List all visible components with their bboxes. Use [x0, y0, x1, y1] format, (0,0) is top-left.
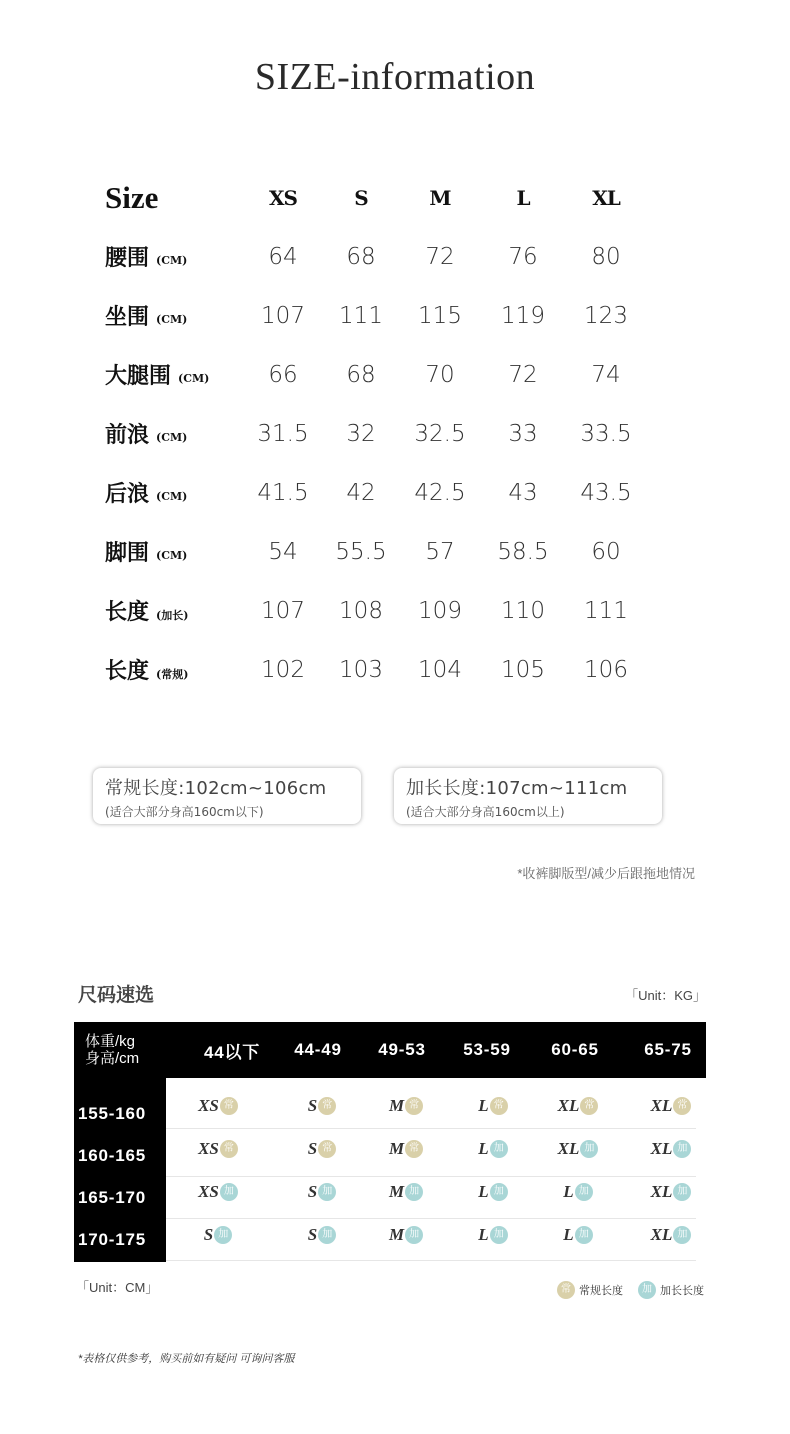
measure-value: 106 — [584, 656, 628, 683]
measure-value: 57 — [425, 538, 455, 565]
weight-range: 44以下 — [203, 1042, 261, 1062]
measure-value: 32 — [346, 420, 376, 447]
measure-value: 55.5 — [335, 538, 387, 565]
long-length-badge-icon: 加 — [318, 1226, 336, 1244]
measure-name: 脚围 — [105, 540, 150, 566]
size-recommendation-cell — [453, 1139, 533, 1159]
long-length-badge-icon: 加 — [490, 1140, 508, 1158]
measure-value: 33.5 — [580, 420, 632, 447]
measure-label — [105, 286, 187, 345]
recommended-size: XL — [650, 1182, 673, 1201]
measure-value: 72 — [508, 361, 538, 388]
long-length-badge-icon: 加 — [580, 1140, 598, 1158]
measure-value: 123 — [584, 302, 628, 329]
long-length-range: 加长长度:107cm~111cm — [406, 778, 628, 799]
size-recommendation-cell — [282, 1096, 362, 1116]
measure-value: 42 — [346, 479, 376, 506]
measure-unit: (加长) — [156, 608, 189, 622]
recommended-size: XS — [198, 1139, 219, 1158]
measure-value: 64 — [268, 243, 298, 270]
size-header-row — [105, 168, 665, 227]
size-recommendation-cell — [282, 1182, 362, 1202]
size-row — [105, 640, 665, 699]
weight-range: 60-65 — [551, 1040, 599, 1059]
long-length-badge-icon: 加 — [490, 1183, 508, 1201]
size-recommendation-cell — [538, 1096, 618, 1116]
measure-value: 108 — [339, 597, 383, 624]
measure-name: 长度 — [105, 658, 150, 684]
measure-label — [105, 227, 187, 286]
size-header-xs: XS — [269, 185, 297, 210]
recommended-size: XL — [650, 1139, 673, 1158]
grid-divider — [166, 1260, 696, 1261]
long-length-badge-icon: 加 — [673, 1226, 691, 1244]
recommended-size: S — [307, 1139, 318, 1158]
size-row — [105, 522, 665, 581]
measure-value: 72 — [425, 243, 455, 270]
recommended-size: M — [388, 1096, 405, 1115]
recommended-size: S — [307, 1182, 318, 1201]
recommended-size: XS — [198, 1182, 219, 1201]
size-row — [105, 581, 665, 640]
recommended-size: M — [388, 1225, 405, 1244]
regular-length-badge-icon: 常 — [580, 1097, 598, 1115]
size-row — [105, 404, 665, 463]
size-recommendation-cell — [453, 1225, 533, 1245]
size-recommendation-cell — [366, 1225, 446, 1245]
weight-range: 44-49 — [294, 1040, 342, 1059]
recommended-size: L — [478, 1182, 489, 1201]
legend-long — [637, 1281, 704, 1299]
recommended-size: L — [563, 1225, 574, 1244]
grid-divider — [166, 1218, 696, 1219]
size-header-m: M — [429, 185, 451, 210]
long-length-badge-icon: 加 — [405, 1226, 423, 1244]
measure-label — [105, 581, 188, 640]
measure-value: 107 — [261, 597, 305, 624]
height-column — [74, 1078, 166, 1262]
measure-value: 74 — [591, 361, 621, 388]
measure-name: 大腿围 — [105, 363, 172, 389]
measure-label — [105, 345, 209, 404]
measure-value: 42.5 — [414, 479, 466, 506]
long-length-badge-icon: 加 — [214, 1226, 232, 1244]
height-range: 155-160 — [78, 1104, 146, 1123]
weight-range: 49-53 — [378, 1040, 426, 1059]
measure-value: 103 — [339, 656, 383, 683]
size-row — [105, 286, 665, 345]
measure-label — [105, 522, 187, 581]
recommended-size: XL — [650, 1225, 673, 1244]
size-recommendation-cell — [282, 1139, 362, 1159]
measure-label — [105, 463, 187, 522]
measure-unit: (CM) — [156, 431, 188, 444]
weight-header-row — [74, 1022, 706, 1078]
measure-name: 腰围 — [105, 245, 150, 271]
long-length-badge-icon: 加 — [673, 1183, 691, 1201]
long-length-badge-icon: 加 — [490, 1226, 508, 1244]
grid-corner-label — [85, 1033, 139, 1067]
size-recommendation-cell — [178, 1139, 258, 1159]
recommended-size: XL — [650, 1096, 673, 1115]
measure-value: 110 — [501, 597, 545, 624]
regular-length-badge-icon: 常 — [318, 1140, 336, 1158]
size-recommendation-cell — [282, 1225, 362, 1245]
size-row — [105, 227, 665, 286]
measure-value: 68 — [346, 361, 376, 388]
measure-unit: (CM) — [156, 490, 188, 503]
regular-length-badge-icon: 常 — [220, 1140, 238, 1158]
hem-note: *收裤脚版型/减少后跟拖地情况 — [517, 866, 695, 881]
long-length-note — [394, 768, 662, 824]
measure-name: 后浪 — [105, 481, 150, 507]
size-row — [105, 345, 665, 404]
size-header-label: Size — [105, 179, 159, 215]
legend-regular — [556, 1281, 623, 1299]
measure-value: 43.5 — [580, 479, 632, 506]
regular-length-note — [93, 768, 361, 824]
grid-divider — [166, 1128, 696, 1129]
recommended-size: S — [307, 1096, 318, 1115]
quick-select-title: 尺码速选 — [78, 985, 155, 1006]
size-recommendation-cell — [178, 1096, 258, 1116]
size-recommendation-cell — [366, 1182, 446, 1202]
measure-unit: (CM) — [156, 313, 188, 326]
weight-range: 53-59 — [463, 1040, 511, 1059]
measure-value: 109 — [418, 597, 462, 624]
grid-divider — [166, 1176, 696, 1177]
size-recommendation-cell — [631, 1139, 711, 1159]
recommended-size: XS — [198, 1096, 219, 1115]
measure-value: 104 — [418, 656, 462, 683]
measure-value: 102 — [261, 656, 305, 683]
size-recommendation-cell — [453, 1182, 533, 1202]
measure-value: 32.5 — [414, 420, 466, 447]
legend-regular-label: 常规长度 — [579, 1285, 623, 1297]
recommended-size: L — [478, 1096, 489, 1115]
measure-value: 68 — [346, 243, 376, 270]
weight-unit-label: 「Unit：KG」 — [625, 988, 706, 1003]
size-recommendation-cell — [178, 1225, 258, 1245]
corner-height-label: 身高/cm — [85, 1050, 140, 1067]
weight-range: 65-75 — [644, 1040, 692, 1059]
measure-value: 80 — [591, 243, 621, 270]
regular-length-fit: (适合大部分身高160cm以下) — [105, 805, 264, 819]
size-recommendation-cell — [453, 1096, 533, 1116]
size-header-xl: XL — [592, 185, 620, 210]
size-header-l: L — [516, 185, 530, 210]
regular-length-badge-icon: 常 — [490, 1097, 508, 1115]
measure-value: 119 — [501, 302, 545, 329]
regular-length-badge-icon: 常 — [405, 1097, 423, 1115]
measure-unit: (CM) — [156, 254, 188, 267]
measure-value: 107 — [261, 302, 305, 329]
long-length-badge-icon: 加 — [673, 1140, 691, 1158]
recommended-size: M — [388, 1182, 405, 1201]
long-length-badge-icon: 加 — [575, 1183, 593, 1201]
measure-value: 111 — [339, 302, 383, 329]
measure-value: 66 — [268, 361, 298, 388]
size-row — [105, 463, 665, 522]
regular-length-badge-icon: 常 — [318, 1097, 336, 1115]
height-range: 165-170 — [78, 1188, 146, 1207]
measure-value: 70 — [425, 361, 455, 388]
measure-value: 41.5 — [257, 479, 309, 506]
measure-value: 31.5 — [257, 420, 309, 447]
regular-badge-icon: 常 — [557, 1281, 575, 1299]
legend-long-label: 加长长度 — [660, 1285, 704, 1297]
corner-weight-label: 体重/kg — [85, 1033, 136, 1050]
measure-name: 前浪 — [105, 422, 150, 448]
long-badge-icon: 加 — [638, 1281, 656, 1299]
size-recommendation-cell — [538, 1182, 618, 1202]
measure-value: 60 — [591, 538, 621, 565]
measure-label — [105, 404, 187, 463]
recommended-size: L — [478, 1139, 489, 1158]
height-range: 170-175 — [78, 1230, 146, 1249]
size-recommendation-cell — [631, 1182, 711, 1202]
size-recommendation-cell — [538, 1225, 618, 1245]
long-length-badge-icon: 加 — [318, 1183, 336, 1201]
measure-value: 58.5 — [497, 538, 549, 565]
size-recommendation-cell — [366, 1139, 446, 1159]
height-unit-label: 「Unit：CM」 — [76, 1280, 159, 1295]
measure-unit: (CM) — [156, 549, 188, 562]
size-recommendation-cell — [366, 1096, 446, 1116]
size-table — [105, 168, 665, 699]
measure-name: 坐围 — [105, 304, 150, 330]
long-length-fit: (适合大部分身高160cm以上) — [406, 805, 565, 819]
long-length-badge-icon: 加 — [405, 1183, 423, 1201]
measure-unit: (常规) — [156, 667, 189, 681]
height-range: 160-165 — [78, 1146, 146, 1165]
recommended-size: XL — [557, 1096, 580, 1115]
size-recommendation-cell — [631, 1096, 711, 1116]
page-title: SIZE-information — [254, 56, 536, 98]
regular-length-range: 常规长度:102cm~106cm — [105, 778, 327, 799]
measure-value: 115 — [418, 302, 462, 329]
measure-name: 长度 — [105, 599, 150, 625]
recommended-size: M — [388, 1139, 405, 1158]
long-length-badge-icon: 加 — [575, 1226, 593, 1244]
size-recommendation-cell — [178, 1182, 258, 1202]
recommended-size: L — [478, 1225, 489, 1244]
regular-length-badge-icon: 常 — [673, 1097, 691, 1115]
measure-value: 54 — [268, 538, 298, 565]
regular-length-badge-icon: 常 — [220, 1097, 238, 1115]
size-recommendation-cell — [538, 1139, 618, 1159]
size-header-s: S — [354, 185, 368, 210]
measure-label — [105, 640, 188, 699]
regular-length-badge-icon: 常 — [405, 1140, 423, 1158]
measure-value: 43 — [508, 479, 538, 506]
measure-unit: (CM) — [178, 372, 210, 385]
recommended-size: S — [307, 1225, 318, 1244]
legend — [542, 1281, 704, 1299]
recommended-size: XL — [557, 1139, 580, 1158]
measure-value: 111 — [584, 597, 628, 624]
measure-value: 76 — [508, 243, 538, 270]
measure-value: 33 — [508, 420, 538, 447]
long-length-badge-icon: 加 — [220, 1183, 238, 1201]
footnote: *表格仅供参考，购买前如有疑问 可询问客服 — [78, 1353, 295, 1365]
recommended-size: S — [203, 1225, 214, 1244]
measure-value: 105 — [501, 656, 545, 683]
size-recommendation-cell — [631, 1225, 711, 1245]
recommended-size: L — [563, 1182, 574, 1201]
